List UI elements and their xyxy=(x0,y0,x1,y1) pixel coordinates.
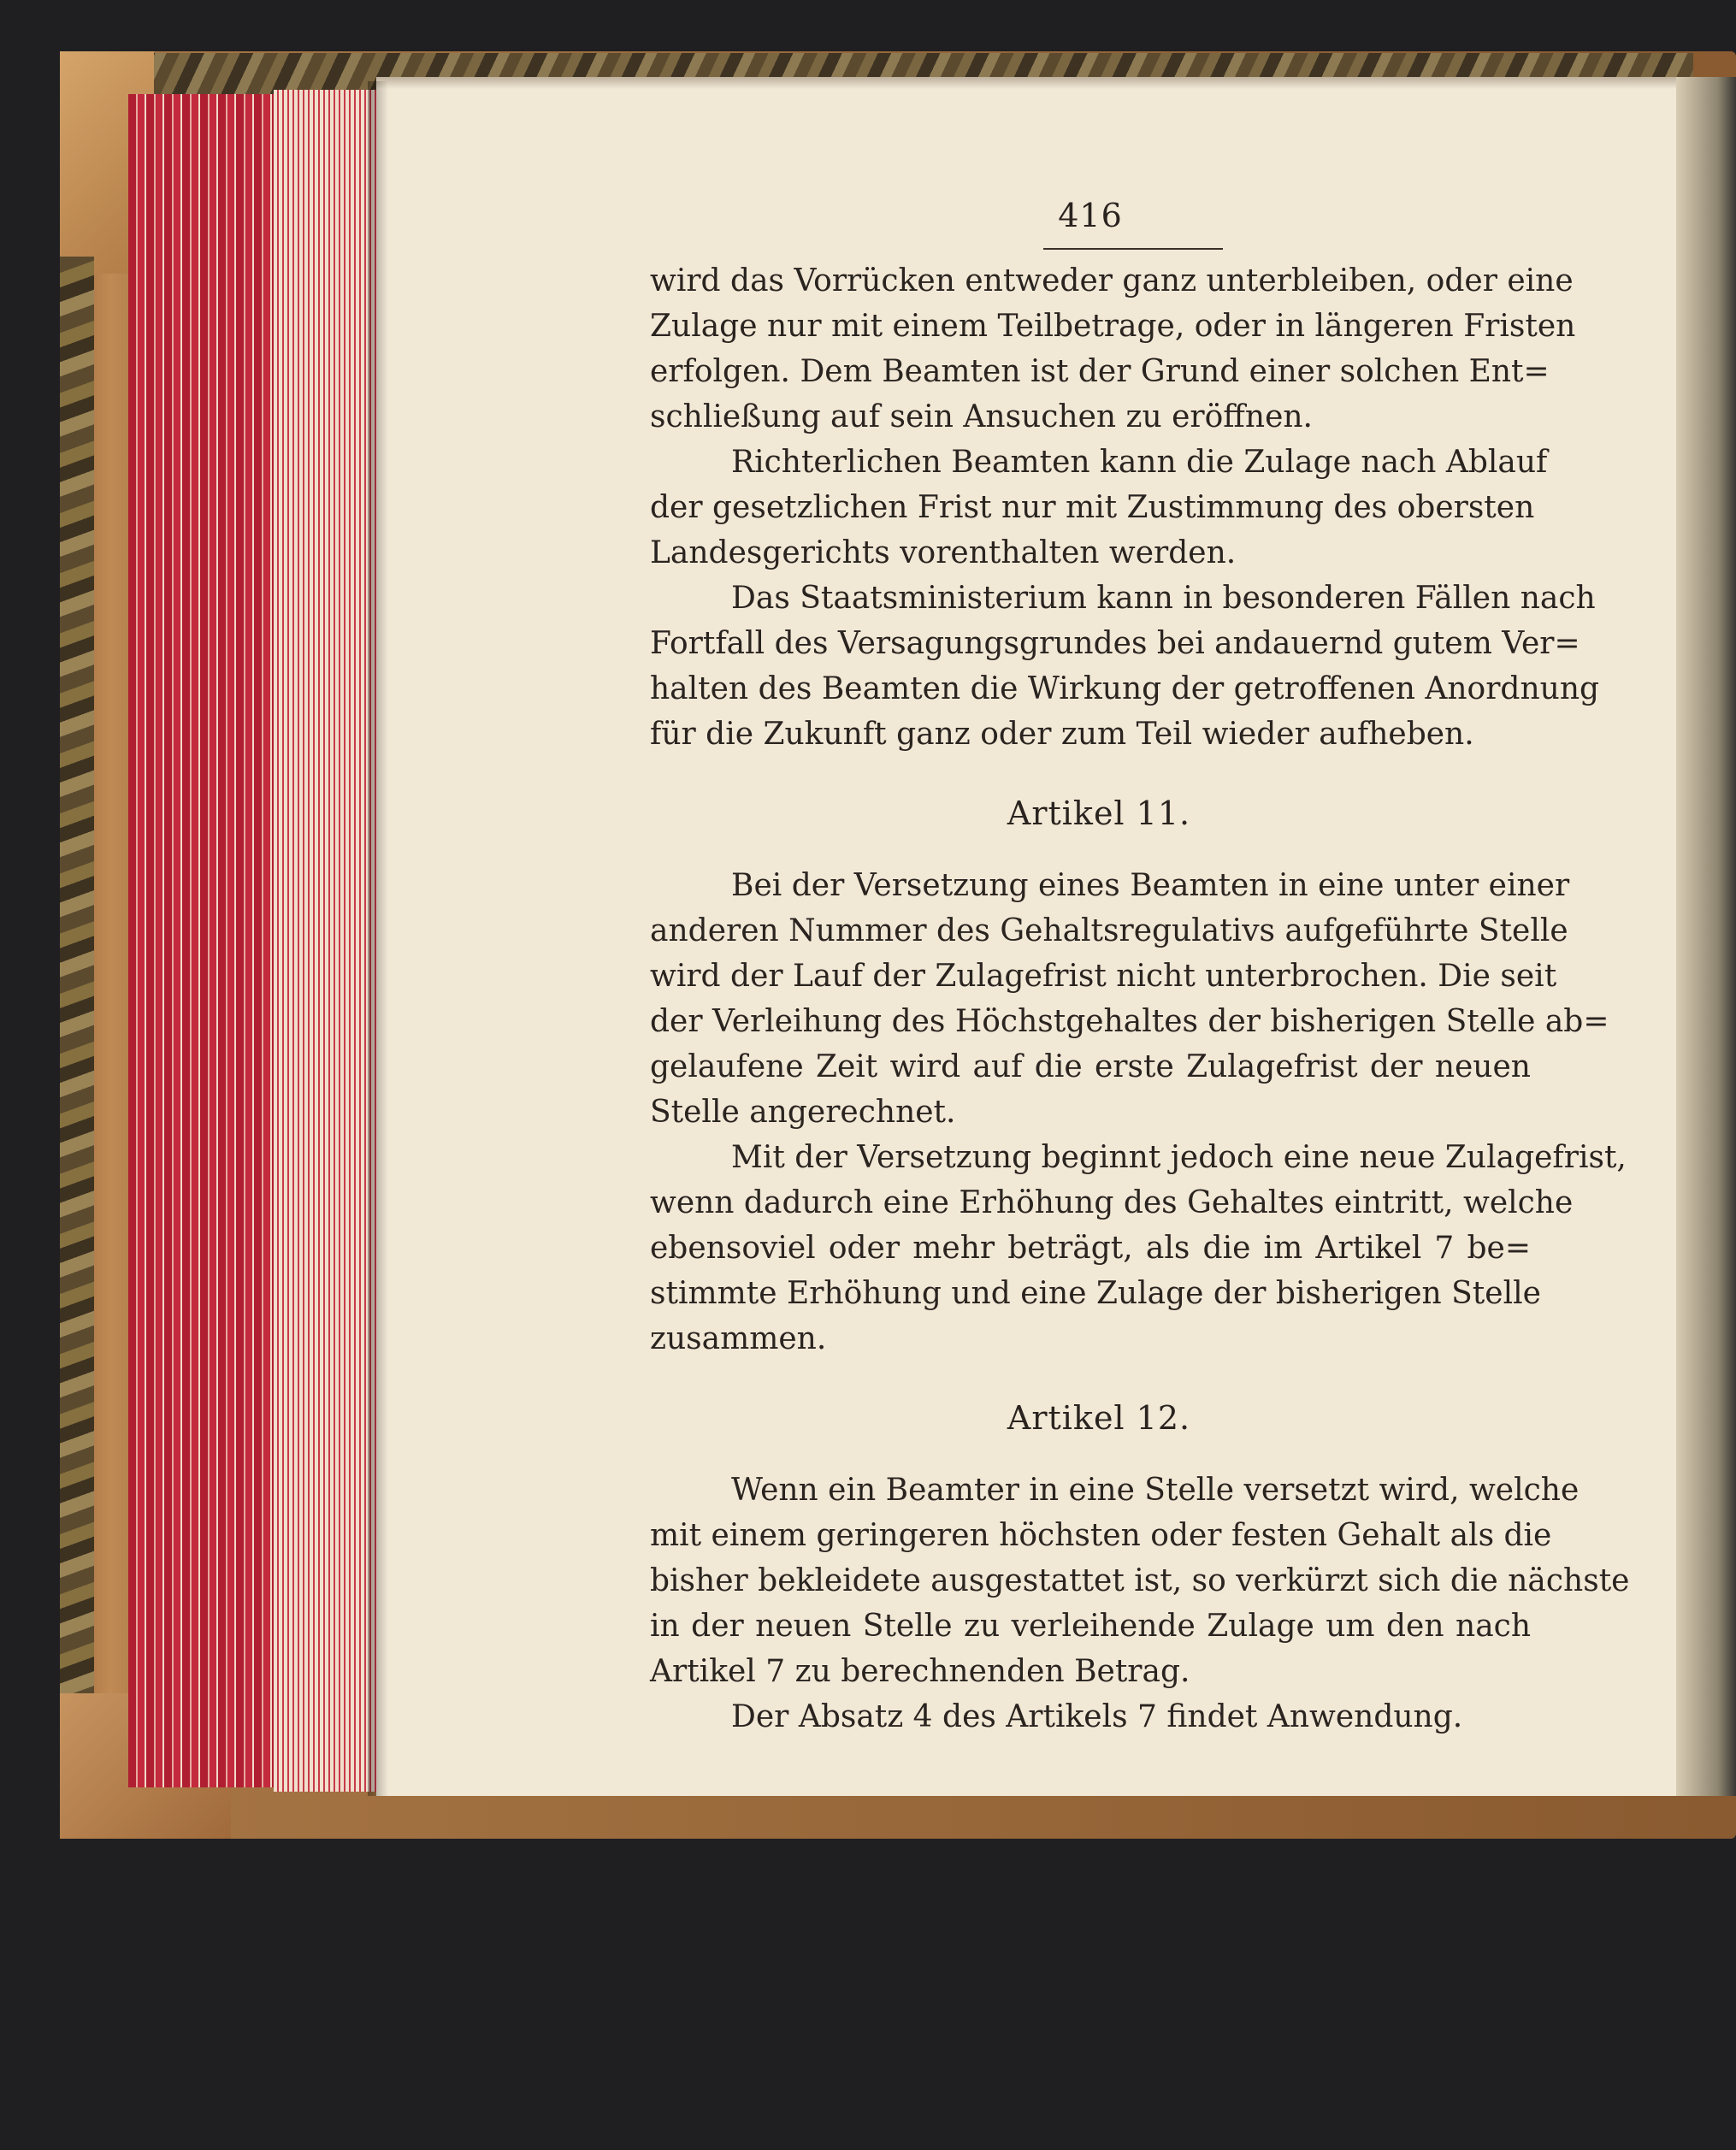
text-line: Bei der Versetzung eines Beamten in eine unter einer xyxy=(731,868,1570,903)
gutter-shadow xyxy=(368,81,388,1796)
text-line: mit einem geringeren höchsten oder festen Gehalt als die xyxy=(650,1518,1552,1553)
text-line: wird der Lauf der Zulagefrist nicht unterbrochen. Die seit xyxy=(650,959,1557,994)
text-line: stimmte Erhöhung und eine Zulage der bisherigen Stelle xyxy=(650,1276,1541,1311)
text-line: Stelle angerechnet. xyxy=(650,1095,956,1130)
text-line: bisher bekleidete ausgestattet ist, so verkürzt sich die nächste xyxy=(650,1563,1630,1598)
page-right-edge xyxy=(1676,77,1736,1796)
paragraph xyxy=(650,258,1576,440)
page-edges-light xyxy=(274,90,376,1792)
text-line: wird das Vorrücken entweder ganz unterbleiben, oder eine xyxy=(650,263,1574,298)
text-line: halten des Beamten die Wirkung der getroffenen Anordnung xyxy=(650,671,1600,706)
paragraph xyxy=(650,863,1609,1135)
paragraph xyxy=(650,576,1600,757)
text-line: erfolgen. Dem Beamten ist der Grund einer solchen Ent= xyxy=(650,354,1550,389)
page-top-shadow xyxy=(376,77,1685,89)
text-line: Zulage nur mit einem Teilbetrage, oder in längeren Fristen xyxy=(650,309,1576,344)
text-line: Der Absatz 4 des Artikels 7 findet Anwendung. xyxy=(731,1699,1463,1734)
article-heading: Artikel 12. xyxy=(1007,1399,1191,1437)
text-line: Fortfall des Versagungsgrundes bei andauernd gutem Ver= xyxy=(650,626,1580,661)
paragraph xyxy=(650,1468,1630,1694)
body-text xyxy=(650,258,1630,1739)
text-line: schließung auf sein Ansuchen zu eröffnen. xyxy=(650,399,1314,434)
text-line: Das Staatsministerium kann in besonderen Fällen nach xyxy=(731,581,1596,616)
text-line: der Verleihung des Höchstgehaltes der bisherigen Stelle ab= xyxy=(650,1004,1609,1039)
paragraph xyxy=(650,1135,1627,1361)
paragraph xyxy=(650,1694,1531,1739)
article-heading: Artikel 11. xyxy=(1007,794,1191,832)
header-rule xyxy=(1043,248,1223,250)
page-number: 416 xyxy=(1058,197,1123,234)
text-line: Wenn ein Beamter in eine Stelle versetzt wird, welche xyxy=(731,1473,1580,1508)
text-block xyxy=(650,197,1630,1739)
text-line: Landesgerichts vorenthalten werden. xyxy=(650,535,1237,570)
marbled-board-left xyxy=(60,257,94,1710)
text-line: Richterlichen Beamten kann die Zulage nach Ablauf xyxy=(731,445,1548,480)
text-line: Artikel 7 zu berechnenden Betrag. xyxy=(650,1654,1190,1689)
text-line: für die Zukunft ganz oder zum Teil wieder aufheben. xyxy=(650,717,1474,752)
text-line: der gesetzlichen Frist nur mit Zustimmung des obersten xyxy=(650,490,1535,525)
text-line: Mit der Versetzung beginnt jedoch eine neue Zulagefrist, xyxy=(731,1140,1627,1175)
paragraph xyxy=(650,440,1548,576)
text-line: ebensoviel oder mehr beträgt, als die im Artikel 7 be= xyxy=(650,1231,1531,1266)
text-line: in der neuen Stelle zu verleihende Zulage um den nach xyxy=(650,1609,1531,1644)
text-line: wenn dadurch eine Erhöhung des Gehaltes eintritt, welche xyxy=(650,1185,1574,1220)
text-line: zusammen. xyxy=(650,1321,827,1356)
text-line: anderen Nummer des Gehaltsregulativs aufgeführte Stelle xyxy=(650,913,1568,948)
text-line: gelaufene Zeit wird auf die erste Zulagefrist der neuen xyxy=(650,1049,1531,1084)
